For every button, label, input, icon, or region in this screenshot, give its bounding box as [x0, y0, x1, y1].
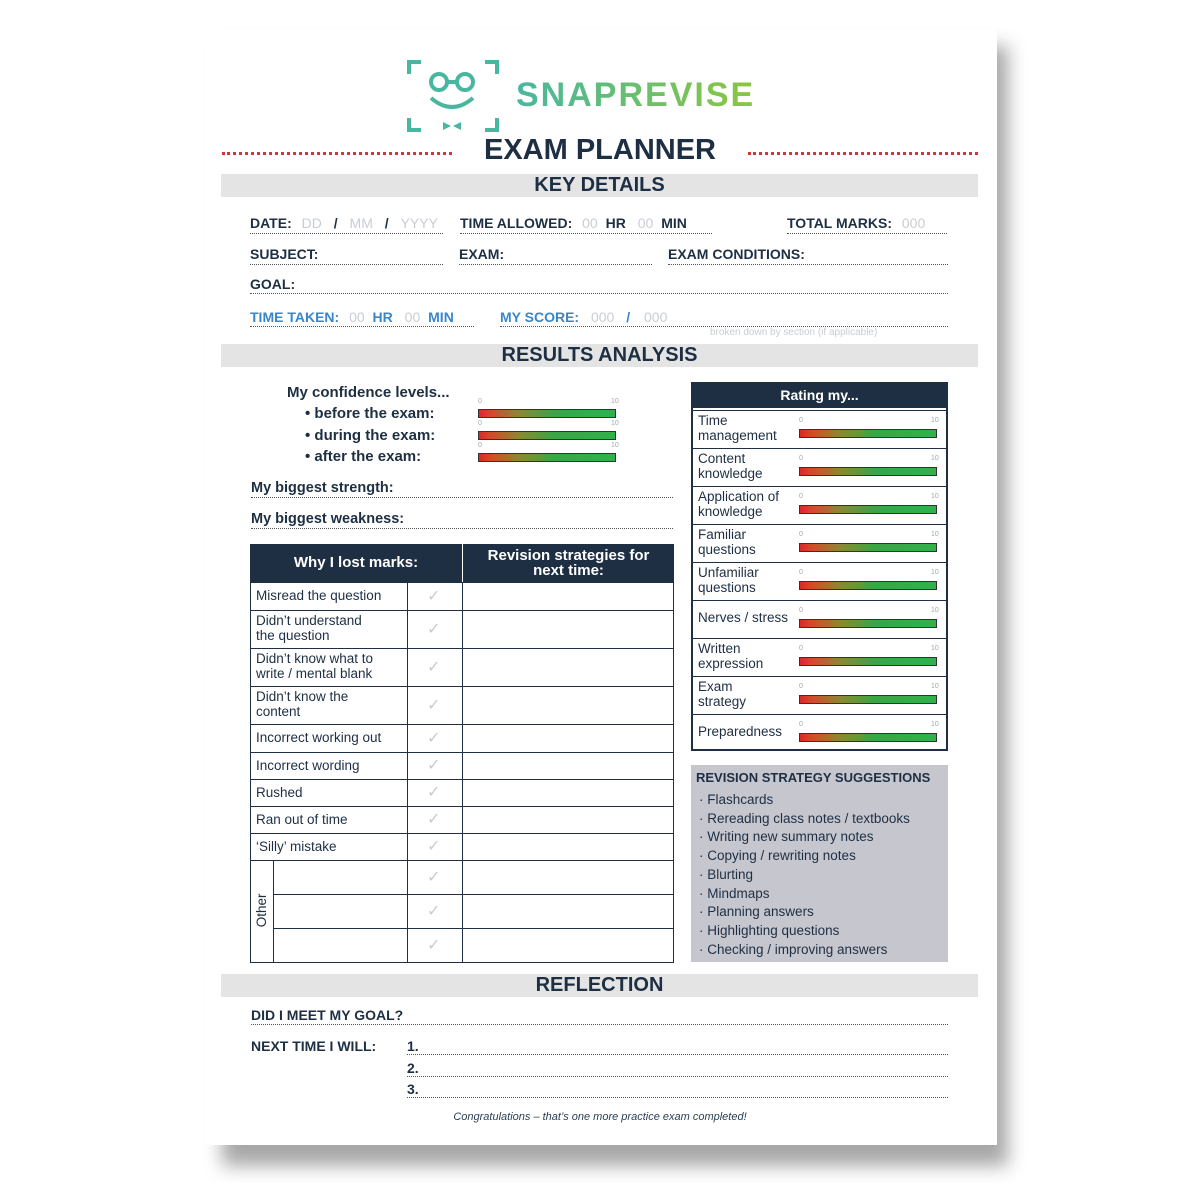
rating-scale-min: 0 [799, 455, 803, 462]
rating-divider [693, 562, 946, 563]
rating-slider[interactable] [799, 505, 937, 514]
date-label: DATE: [250, 215, 292, 231]
rating-scale-max: 10 [931, 417, 939, 424]
rating-scale-max: 10 [931, 607, 939, 614]
rating-label: Exam strategy [698, 679, 747, 709]
rating-slider[interactable] [799, 733, 937, 742]
next-time-1[interactable]: 1. [407, 1038, 419, 1054]
exam-conditions-label: EXAM CONDITIONS: [668, 246, 805, 262]
other-reason-cell[interactable] [273, 860, 408, 895]
strategies-header [462, 544, 674, 582]
exam-field[interactable] [459, 246, 504, 262]
next-time-label: NEXT TIME I WILL: [251, 1038, 377, 1054]
strategy-cell[interactable] [462, 724, 674, 753]
check-icon: ✓ [427, 620, 441, 638]
reason-label: Incorrect working out [256, 730, 382, 745]
rating-slider[interactable] [799, 467, 937, 476]
exam-label: EXAM: [459, 246, 505, 262]
strategy-cell[interactable] [462, 686, 674, 725]
rating-label: Application of knowledge [698, 489, 780, 519]
strategies-header-line-2: next time: [533, 562, 604, 579]
rating-label: Written expression [698, 641, 764, 671]
check-icon: ✓ [427, 902, 441, 920]
strategy-cell[interactable] [462, 779, 674, 807]
time-allowed-hr-placeholder: 00 [582, 215, 598, 231]
date-dd: DD [301, 215, 322, 231]
rating-divider [693, 448, 946, 449]
total-marks-field[interactable] [787, 215, 925, 231]
reason-label: Didn’t understand the question [256, 613, 362, 643]
goal-underline [250, 293, 948, 294]
time-taken-field[interactable] [250, 309, 454, 325]
my-score-label: MY SCORE: [500, 309, 580, 325]
confidence-before: • before the exam: [305, 405, 435, 422]
check-icon: ✓ [427, 658, 441, 676]
reason-label: Didn’t know the content [256, 689, 349, 719]
rating-scale-min: 0 [799, 683, 803, 690]
weakness-field[interactable] [251, 511, 404, 527]
rating-scale-min: 0 [799, 531, 803, 538]
page-title: EXAM PLANNER [483, 134, 716, 166]
exam-conditions-underline [668, 264, 948, 265]
next-time-2[interactable]: 2. [407, 1060, 419, 1076]
rating-label: Unfamiliar questions [698, 565, 759, 595]
next-time-2-underline [407, 1076, 948, 1077]
rating-scale-max: 10 [931, 721, 939, 728]
reason-label: Misread the question [256, 588, 382, 603]
other-reason-cell[interactable] [273, 928, 408, 963]
strategy-cell[interactable] [462, 860, 674, 895]
conf-during-max: 10 [611, 420, 619, 427]
suggestion-item: · Flashcards [699, 792, 774, 807]
conf-after-max: 10 [611, 442, 619, 449]
time-allowed-field[interactable] [460, 215, 687, 231]
rating-scale-max: 10 [931, 683, 939, 690]
suggestions-box [691, 765, 948, 962]
other-label: Other [253, 893, 269, 928]
reason-label: Rushed [256, 784, 303, 800]
rating-label: Time management [698, 413, 777, 443]
results-heading: RESULTS ANALYSIS [501, 344, 698, 366]
strategies-header-line-1: Revision strategies for [487, 547, 650, 564]
date-slash-1: / [333, 215, 338, 231]
goal-field[interactable] [250, 276, 295, 292]
strategy-cell[interactable] [462, 648, 674, 687]
strategy-cell[interactable] [462, 894, 674, 929]
strategy-cell[interactable] [462, 582, 674, 611]
rating-scale-min: 0 [799, 721, 803, 728]
reflection-heading: REFLECTION [535, 974, 664, 996]
suggestion-item: · Planning answers [699, 904, 814, 920]
suggestion-item: · Mindmaps [699, 885, 770, 901]
conf-during-min: 0 [478, 420, 482, 427]
time-taken-hr-placeholder: 00 [349, 309, 365, 325]
rating-divider [693, 410, 946, 411]
rating-label: Nerves / stress [698, 610, 789, 625]
suggestion-item: · Checking / improving answers [699, 941, 888, 957]
conf-after-slider[interactable] [478, 453, 616, 462]
strategy-cell[interactable] [462, 833, 674, 861]
confidence-title: My confidence levels... [287, 384, 450, 401]
key-details-heading: KEY DETAILS [534, 174, 665, 196]
check-icon: ✓ [427, 587, 441, 605]
strategy-cell[interactable] [462, 806, 674, 834]
strength-underline [251, 497, 673, 498]
rating-slider[interactable] [799, 581, 937, 590]
confidence-during: • during the exam: [305, 427, 436, 444]
rating-label: Familiar questions [698, 527, 756, 557]
reason-label: Didn’t know what to write / mental blank [256, 651, 374, 681]
rating-slider[interactable] [799, 543, 937, 552]
suggestion-item: · Copying / rewriting notes [699, 848, 856, 864]
date-slash-2: / [384, 215, 389, 231]
time-allowed-underline [460, 233, 712, 234]
strength-label: My biggest strength: [251, 480, 394, 496]
conf-during-slider[interactable] [478, 431, 616, 440]
my-score-field[interactable] [500, 309, 667, 325]
date-field[interactable] [250, 215, 438, 231]
rating-slider[interactable] [799, 657, 937, 666]
next-time-1-underline [407, 1054, 948, 1055]
suggestion-item: · Blurting [699, 866, 754, 882]
rating-scale-max: 10 [931, 455, 939, 462]
strength-field[interactable] [251, 480, 394, 496]
rating-scale-min: 0 [799, 645, 803, 652]
rating-slider[interactable] [799, 619, 937, 628]
rating-divider [693, 486, 946, 487]
total-score-placeholder: 000 [644, 309, 668, 325]
time-allowed-min-placeholder: 00 [637, 215, 654, 231]
rating-scale-max: 10 [931, 531, 939, 538]
time-allowed-label: TIME ALLOWED: [460, 215, 573, 231]
date-mm: MM [349, 215, 373, 231]
exam-conditions-field[interactable] [668, 246, 805, 262]
suggestions-title: REVISION STRATEGY SUGGESTIONS [696, 770, 931, 785]
check-icon: ✓ [427, 729, 441, 747]
goal-met-underline [251, 1024, 948, 1025]
score-note: broken down by section (if applicable) [710, 327, 878, 338]
subject-label: SUBJECT: [250, 246, 319, 262]
time-allowed-hr: HR [605, 215, 626, 231]
total-marks-underline [787, 233, 947, 234]
rating-scale-min: 0 [799, 569, 803, 576]
rating-scale-max: 10 [931, 569, 939, 576]
rating-scale-min: 0 [799, 493, 803, 500]
suggestion-item: · Highlighting questions [699, 922, 840, 938]
next-time-3[interactable]: 3. [407, 1081, 419, 1097]
rating-divider [693, 638, 946, 639]
check-icon: ✓ [427, 757, 441, 774]
my-score-placeholder: 000 [590, 309, 615, 325]
footer-note: Congratulations – that’s one more practice exam completed! [453, 1111, 747, 1123]
check-icon: ✓ [427, 868, 441, 886]
check-icon: ✓ [427, 838, 441, 855]
rating-slider[interactable] [799, 695, 937, 704]
time-taken-underline [250, 326, 474, 327]
rating-label: Preparedness [698, 724, 783, 739]
total-marks-label: TOTAL MARKS: [787, 215, 892, 231]
conf-after-min: 0 [478, 442, 482, 449]
weakness-underline [251, 528, 673, 529]
reason-label: Ran out of time [256, 811, 348, 827]
snaprevise-logo-icon [405, 58, 501, 134]
rating-box [691, 382, 948, 751]
my-score-slash: / [626, 309, 631, 325]
next-time-3-underline [407, 1097, 948, 1098]
goal-label: GOAL: [250, 276, 296, 292]
time-allowed-min: MIN [661, 215, 687, 231]
time-taken-min-placeholder: 00 [404, 309, 421, 325]
check-icon: ✓ [427, 784, 441, 801]
rating-divider [693, 714, 946, 715]
conf-before-slider[interactable] [478, 409, 616, 418]
rating-slider[interactable] [799, 429, 937, 438]
subject-field[interactable] [250, 246, 318, 262]
time-taken-hr: HR [372, 309, 393, 325]
rating-label: Content knowledge [698, 451, 763, 481]
total-marks-placeholder: 000 [901, 215, 926, 231]
rating-scale-min: 0 [799, 417, 803, 424]
other-reason-cell[interactable] [273, 894, 408, 929]
suggestion-item: · Rereading class notes / textbooks [699, 810, 910, 826]
conf-before-min: 0 [478, 398, 482, 405]
subject-underline [250, 264, 443, 265]
exam-underline [459, 264, 652, 265]
strategy-cell[interactable] [462, 752, 674, 780]
date-underline [250, 233, 443, 234]
time-taken-min: MIN [428, 309, 454, 325]
confidence-after: • after the exam: [305, 448, 422, 465]
goal-met-field[interactable] [251, 1007, 403, 1023]
strategy-cell[interactable] [462, 610, 674, 649]
time-taken-label: TIME TAKEN: [250, 309, 340, 325]
rating-scale-max: 10 [931, 645, 939, 652]
brand-name: SNAPREVISE [516, 76, 756, 114]
conf-before-max: 10 [611, 398, 619, 405]
suggestion-item: · Writing new summary notes [699, 829, 874, 845]
rating-divider [693, 524, 946, 525]
reason-label: ‘Silly’ mistake [256, 838, 337, 854]
date-yyyy: YYYY [400, 215, 438, 231]
rating-divider [693, 676, 946, 677]
rating-divider [693, 600, 946, 601]
check-icon: ✓ [427, 696, 441, 714]
goal-met-label: DID I MEET MY GOAL? [251, 1007, 404, 1023]
rating-scale-max: 10 [931, 493, 939, 500]
rating-header: Rating my... [691, 382, 948, 408]
reason-label: Incorrect wording [256, 757, 360, 773]
check-icon: ✓ [427, 936, 441, 954]
lost-marks-header: Why I lost marks: [250, 544, 462, 582]
strategy-cell[interactable] [462, 928, 674, 963]
rating-scale-min: 0 [799, 607, 803, 614]
weakness-label: My biggest weakness: [251, 511, 405, 527]
check-icon: ✓ [427, 811, 441, 828]
